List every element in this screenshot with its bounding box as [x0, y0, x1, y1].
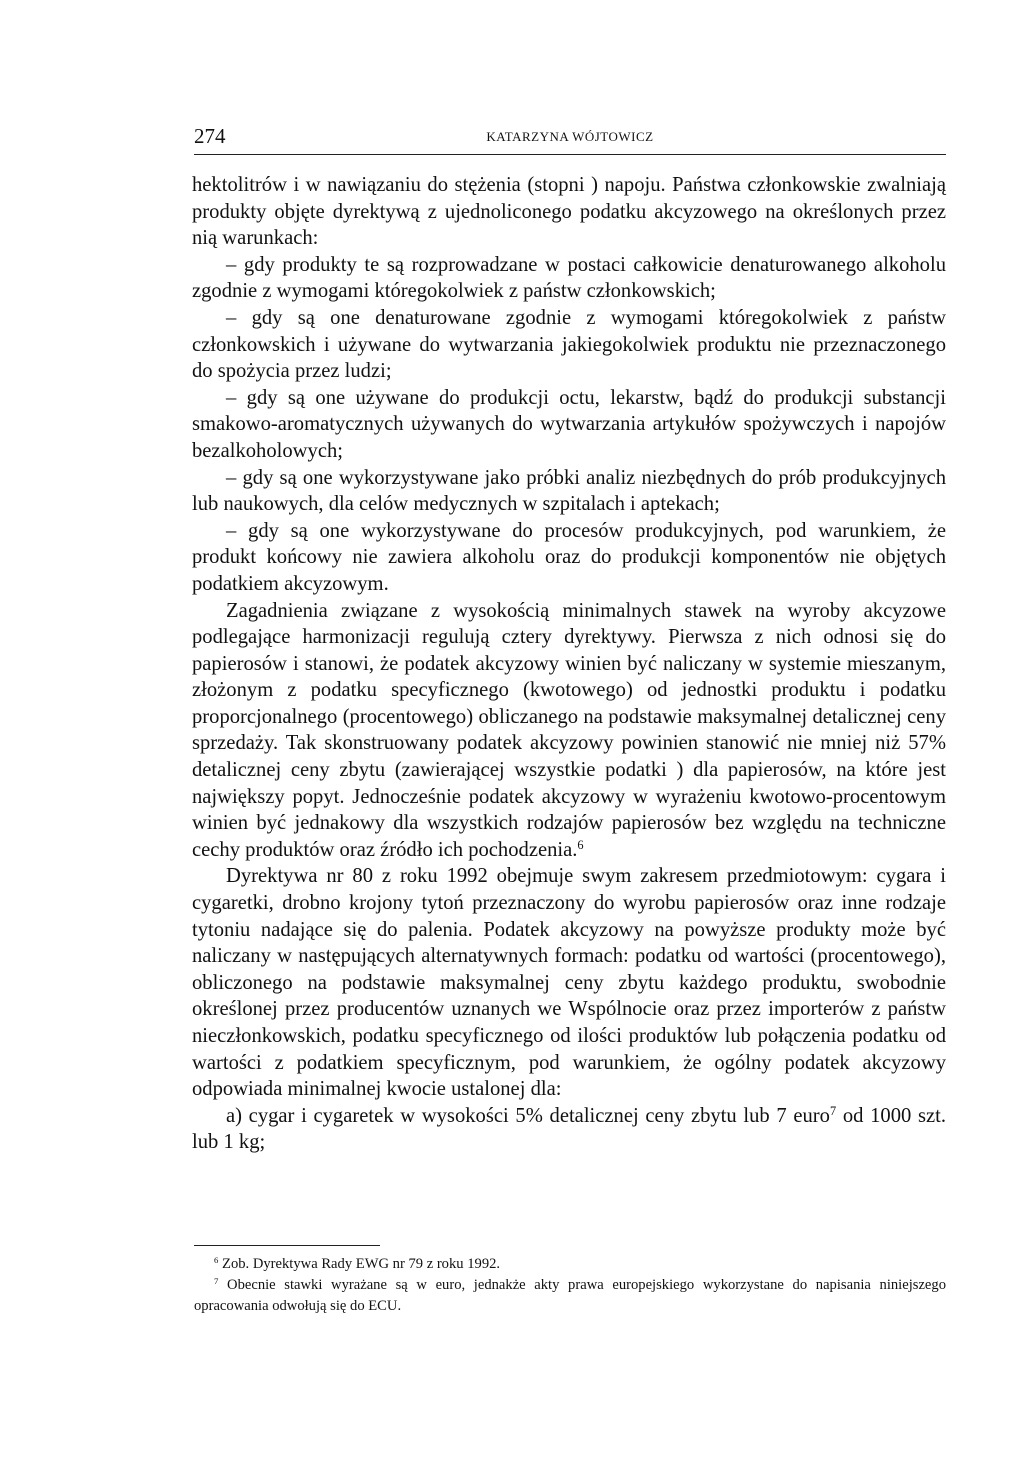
- paragraph: hektolitrów i w nawiązaniu do stężenia (stopni ) napoju. Państwa członkowskie zwalniają produkty objęte dyrektywą z ujednoliconego podatku akcyzowego na określonych przez nią warunkach:: [192, 174, 946, 250]
- footnote-ref: 7: [829, 1103, 837, 1118]
- list-item: – gdy są one wykorzystywane jako próbki analiz niezbędnych do prób produkcyjnych lub naukowych, dla celów medycznych w szpitalach i aptekach;: [192, 466, 946, 516]
- paragraph: Zagadnienia związane z wysokością minimalnych stawek na wyroby akcyzowe podlegające harmonizacji regulują cztery dyrektywy. Pierwsza z nich odnosi się do papierosów i stanowi, że podatek akcyzowy winien być naliczany w systemie mieszanym, złożonym z podatku specyficznego (kwotowego) od jednostki produktu i podatku proporcjonalnego (procentowego) obliczanego na podstawie maksymalnej detalicznej ceny sprzedaży. Tak skonstruowany podatek akcyzowy powinien stanowić nie mniej niż 57% detalicznej ceny zbytu (zawierającej wszystkie podatki ) dla papierosów, na które jest największy popyt. Jednocześnie podatek akcyzowy w wyrażeniu kwotowo-procentowym winien być jednakowy dla wszystkich rodzajów papierosów bez względu na techniczne cechy produktów oraz źródło ich pochodzenia.$^6$: [192, 599, 946, 861]
- footnote: $^7$ Obecnie stawki wyrażane są w euro, jednakże akty prawa europejskiego wykorzystane do napisania niniejszego opracowania odwołują się do ECU.: [194, 1276, 946, 1314]
- body-text: [192, 172, 946, 1156]
- footnote-marker: 6: [214, 1255, 219, 1266]
- list-item: – gdy są one wykorzystywane do procesów produkcyjnych, pod warunkiem, że produkt końcowy nie zawiera alkoholu oraz do produkcji komponentów nie objętych podatkiem akcyzowym.: [192, 519, 946, 595]
- footnote: $^6$ Zob. Dyrektywa Rady EWG nr 79 z roku 1992.: [214, 1255, 501, 1272]
- footnote-ref: 6: [577, 838, 584, 853]
- list-item: – gdy są one używane do produkcji octu, lekarstw, bądź do produkcji substancji smakowo-aromatycznych używanych do wytwarzania artykułów spożywczych i napojów bezalkoholowych;: [192, 386, 946, 462]
- footnotes: [194, 1254, 946, 1317]
- header-rule: [194, 154, 946, 155]
- running-head: KATARZYNA WÓJTOWICZ: [486, 129, 654, 144]
- list-item: – gdy są one denaturowane zgodnie z wymogami któregokolwiek z państw członkowskich i używane do wytwarzania jakiegokolwiek produktu nie przeznaczonego do spożycia przez ludzi;: [192, 306, 946, 383]
- paragraph: Dyrektywa nr 80 z roku 1992 obejmuje swym zakresem przedmiotowym: cygara i cygaretki, drobno krojony tytoń przeznaczony do wyrobu papierosów oraz inne rodzaje tytoniu nadające się do palenia. Podatek akcyzowy na powyższe produkty może być naliczany w następujących alternatywnych formach: podatku od wartości (procentowego), obliczonego na podstawie maksymalnej ceny zbytu każdego produktu, swobodnie określonej przez producentów uznanych we Wspólnocie oraz przez importerów z państw nieczłonkowskich, podatku specyficznego od ilości produktów lub połączenia podatku od wartości z podatkiem specyficznym, pod warunkiem, że ogólny podatek akcyzowy odpowiada minimalnej kwocie ustalonej dla:: [192, 865, 946, 1101]
- list-item: a) cygar i cygaretek w wysokości 5% detalicznej ceny zbytu lub 7 euro$^7$ od 1000 szt. lub 1 kg;: [192, 1103, 946, 1154]
- footnote-marker: 7: [214, 1276, 219, 1287]
- page-header: [194, 124, 946, 152]
- footnote-rule: [194, 1245, 380, 1246]
- list-item: – gdy produkty te są rozprowadzane w postaci całkowicie denaturowanego alkoholu zgodnie z wymogami któregokolwiek z państw członkowskich;: [192, 253, 946, 303]
- page-number: 274: [194, 124, 226, 148]
